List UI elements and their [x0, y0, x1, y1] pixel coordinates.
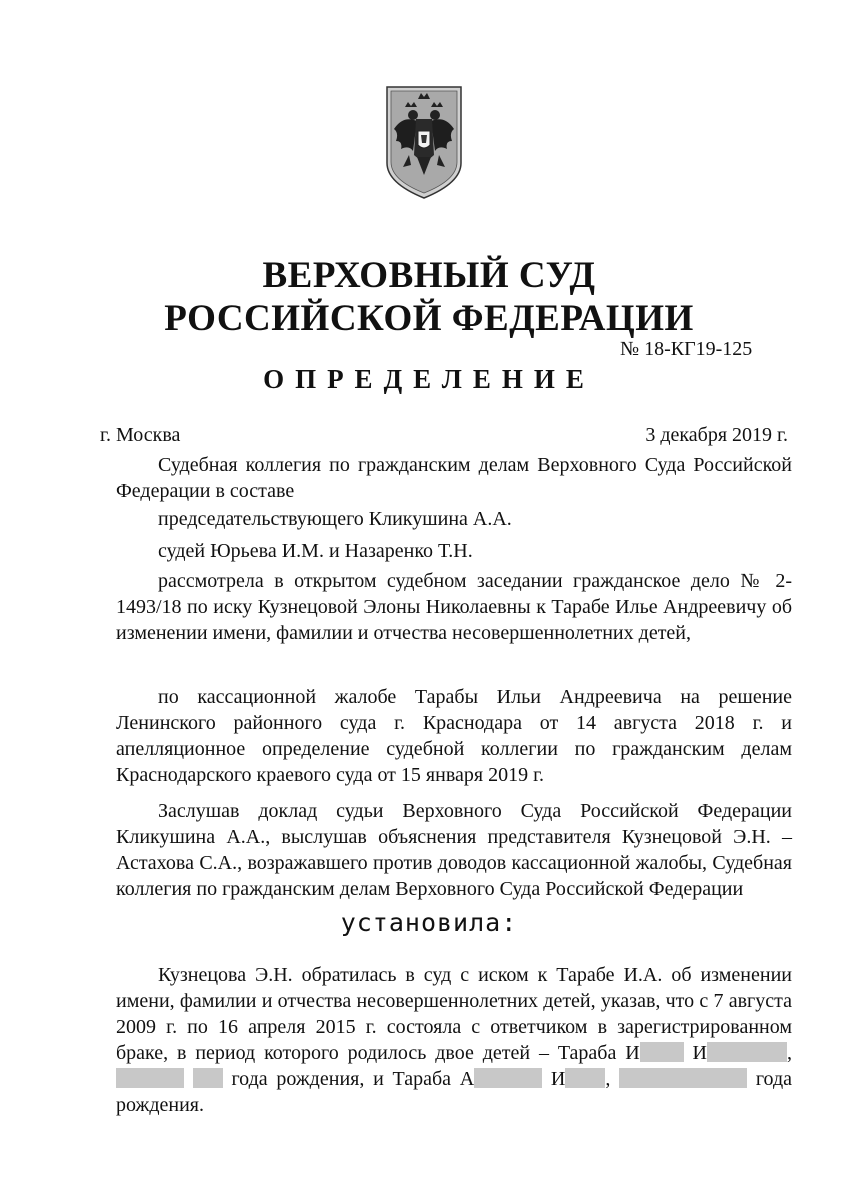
- claim-text-part3: ,: [787, 1042, 792, 1064]
- coat-of-arms-emblem: [385, 85, 463, 200]
- paragraph-claim: [116, 962, 792, 1118]
- city: г. Москва: [100, 424, 181, 446]
- paragraph-collegium: Судебная коллегия по гражданским делам Верховного Суда Российской Федерации в составе: [116, 454, 792, 502]
- paragraph-hearing: Заслушав доклад судьи Верховного Суда Российской Федерации Кликушина А.А., выслушав объяснения представителя Кузнецовой Э.Н. – Астахова С.А., возражавшего против доводов кассационной жалобы, Судебная коллегия по гражданским делам Верховного Суда Российской Федерации: [116, 800, 792, 900]
- claim-text-part6: ,: [605, 1068, 620, 1090]
- court-name-line1: ВЕРХОВНЫЙ СУД: [262, 255, 596, 296]
- paragraph-cassation-appeal: по кассационной жалобе Тарабы Ильи Андреевича на решение Ленинского районного суда г. Краснодара от 14 августа 2018 г. и апелляционное определение судебной коллегии по гражданским делам Краснодарского краевого суда от 15 января 2019 г.: [116, 686, 792, 786]
- redaction-block: [116, 1068, 184, 1088]
- decision-date: 3 декабря 2019 г.: [645, 424, 788, 446]
- section-heading-established: установила:: [340, 908, 518, 937]
- claim-text-part2: И: [683, 1042, 707, 1064]
- redaction-block: [707, 1042, 787, 1062]
- redaction-block: [193, 1068, 223, 1088]
- redaction-block: [474, 1068, 542, 1088]
- redaction-block: [619, 1068, 747, 1088]
- claim-text-part4: года рождения, и Тараба А: [222, 1068, 475, 1090]
- claim-text-part5: И: [542, 1068, 566, 1090]
- paragraph-presiding-judge: председательствующего Кликушина А.А.: [158, 508, 512, 530]
- paragraph-judges: судей Юрьева И.М. и Назаренко Т.Н.: [158, 540, 473, 562]
- document-type-heading: ОПРЕДЕЛЕНИЕ: [263, 364, 595, 394]
- paragraph-case-reviewed: рассмотрела в открытом судебном заседании гражданское дело № 2-1493/18 по иску Кузнецовой Элоны Николаевны к Тарабе Илье Андреевичу об изменении имени, фамилии и отчества несовершеннолетних детей,: [116, 570, 792, 644]
- court-name-line2: РОССИЙСКОЙ ФЕДЕРАЦИИ: [164, 298, 694, 339]
- claim-text-part7: года рождения.: [116, 1068, 792, 1116]
- case-number: № 18-КГ19-125: [620, 338, 753, 360]
- redaction-block: [565, 1068, 605, 1088]
- claim-text-part1: Кузнецова Э.Н. обратилась в суд с иском к Тарабе И.А. об изменении имени, фамилии и отчества несовершеннолетних детей, указав, что с 7 августа 2009 г. по 16 апреля 2015 г. состояла с ответчиком в зарегистрированном браке, в период которого родилось двое детей – Тараба И: [116, 964, 792, 1064]
- redaction-block: [640, 1042, 684, 1062]
